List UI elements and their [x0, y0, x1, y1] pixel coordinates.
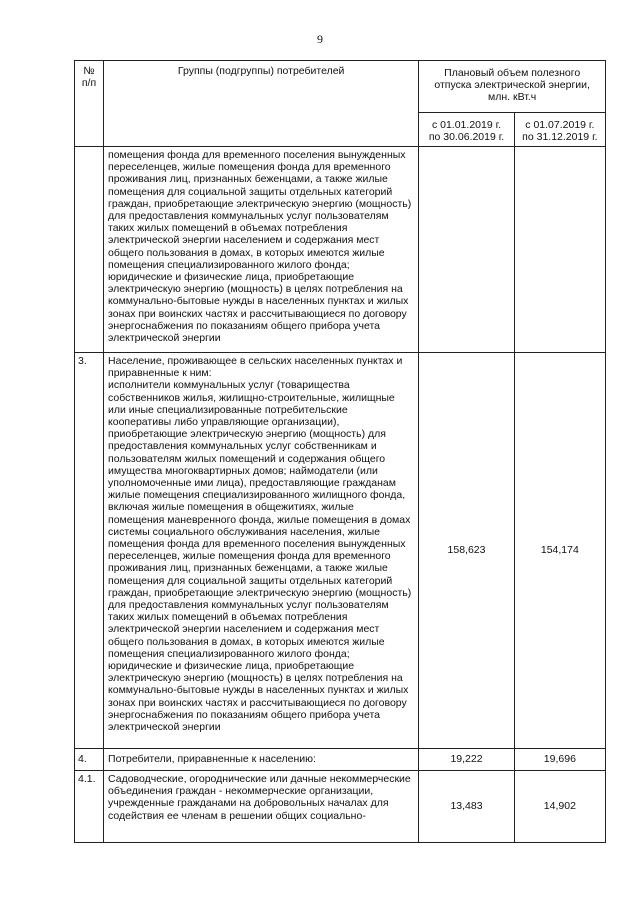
text-line: № [83, 65, 95, 77]
consumption-table [74, 60, 606, 843]
page-number: 9 [317, 32, 323, 46]
header-period-1-text [423, 119, 509, 143]
header-period-1 [419, 113, 514, 147]
text-line: зонах при воинских частях и рассчитывающиеся по договору [108, 307, 407, 320]
text-line: Группы (подгруппы) потребителей [177, 65, 345, 77]
row-number [75, 147, 104, 353]
text-line: юридические и физические лица, приобретающие [108, 660, 355, 673]
row-value-period-1: 158,623 [419, 353, 514, 749]
text-line: проживания лиц, признанных беженцами, а также жилые [108, 562, 388, 575]
text-line: с 01.01.2019 г. [431, 119, 502, 131]
text-line: жилые помещения специализированного жилищного фонда, [108, 489, 406, 502]
text-line: граждан, приобретающие электрическую энергию (мощность) [108, 586, 412, 599]
row-value-period-1 [419, 147, 514, 353]
text-line: уполномоченные ими лица), предоставляющие гражданам [108, 477, 396, 490]
row-value-period-2: 154,174 [514, 353, 605, 749]
text-line: зонах при воинских частях и рассчитывающиеся по договору [108, 696, 407, 709]
text-line: помещения маневренного фонда, жилые помещения в домах [108, 513, 411, 526]
text-line: помещения специализированного жилого фонда; [108, 258, 350, 271]
table-row [75, 353, 606, 749]
row-number: 4.1. [75, 771, 104, 843]
header-group-text [108, 65, 414, 77]
header-group [104, 61, 419, 147]
text-line: для предоставления коммунальных услуг пользователям [108, 210, 389, 223]
row-number: 4. [75, 749, 104, 771]
text-line: помещения специализированного жилого фонда; [108, 647, 350, 660]
row-value-period-1: 13,483 [419, 771, 514, 843]
text-line: коммунально-бытовые нужды в населенных пунктах и жилых [108, 684, 409, 697]
text-line: таких жилых помещений в объемах потребления [108, 611, 348, 624]
row-group-name [104, 749, 419, 771]
text-line: электрическую энергию (мощность) в целях потребления на [108, 672, 403, 685]
text-line: пользователям жилых помещений и содержания общего [108, 452, 386, 465]
header-volume [419, 61, 606, 113]
text-line: электрической энергии [108, 332, 221, 345]
text-line: приобретающие электрическую энергию (мощность) для [108, 428, 386, 441]
text-line: Садоводческие, огороднические или дачные некоммерческие [108, 773, 411, 785]
text-line: энергоснабжения по показаниям общего прибора учета [108, 708, 381, 721]
text-line: имущества многоквартирных домов; наймодатели (или [108, 464, 378, 477]
table-row [75, 771, 606, 843]
row-value-period-1: 19,222 [419, 749, 514, 771]
text-line: электрической энергии населением и содержания мест [108, 623, 380, 636]
text-line: общего пользования в домах, в которых имеются жилые [108, 246, 385, 259]
text-line: электрической энергии [108, 721, 221, 734]
text-line: предоставления коммунальных услуг собственникам и [108, 440, 377, 453]
row-value-period-2: 19,696 [514, 749, 605, 771]
text-line: помещения для социальной защиты отдельных категорий [108, 574, 393, 587]
row-number: 3. [75, 353, 104, 749]
text-line: собственников жилья, жилищно-строительные, жилищные [108, 391, 395, 404]
header-period-2-text [519, 119, 601, 143]
text-line: коммунально-бытовые нужды в населенных пунктах и жилых [108, 295, 409, 308]
text-line: исполнители коммунальных услуг (товарищества [108, 379, 350, 392]
text-line: для предоставления коммунальных услуг пользователям [108, 599, 389, 612]
text-line: электрической энергии населением и содержания мест [108, 234, 380, 247]
table-row [75, 749, 606, 771]
text-line: таких жилых помещений в объемах потребления [108, 222, 348, 235]
text-line: кооперативы либо управляющие организации), [108, 416, 340, 429]
text-line: или иные специализированные потребительские [108, 403, 348, 416]
text-line: приравненные к ним: [108, 367, 212, 380]
text-line: отпуска электрической энергии, [434, 79, 590, 92]
text-line: Население, проживающее в сельских населенных пунктах и [108, 355, 403, 367]
text-line: по 30.06.2019 г. [428, 131, 505, 144]
row-group-name [104, 353, 419, 749]
text-line: электрическую энергию (мощность) в целях потребления на [108, 283, 403, 296]
text-line: п/п [81, 77, 97, 90]
header-volume-text [423, 67, 601, 104]
text-line: проживания лиц, признанных беженцами, а также жилые [108, 173, 388, 186]
text-line: учрежденные гражданами на добровольных началах для [108, 797, 389, 810]
text-line: переселенцев, жилые помещения фонда для временного [108, 161, 391, 174]
table-header-row [75, 61, 606, 113]
row-value-period-2: 14,902 [514, 771, 605, 843]
table-row [75, 147, 606, 353]
text-line: объединения граждан - некоммерческие организации, [108, 785, 374, 798]
text-line: системы социального обслуживания населения, жилые [108, 525, 380, 538]
row-value-period-2 [514, 147, 605, 353]
header-period-2 [514, 113, 605, 147]
text-line: общего пользования в домах, в которых имеются жилые [108, 635, 385, 648]
text-line: помещения фонда для временного поселения вынужденных [108, 149, 406, 161]
text-line: млн. кВт.ч [488, 91, 537, 104]
text-line: энергоснабжения по показаниям общего прибора учета [108, 319, 381, 332]
text-line: граждан, приобретающие электрическую энергию (мощность) [108, 197, 412, 210]
text-line: помещения для социальной защиты отдельных категорий [108, 185, 393, 198]
header-number [75, 61, 104, 147]
text-line: юридические и физические лица, приобретающие [108, 271, 355, 284]
header-number-text [79, 65, 99, 89]
text-line: помещения фонда для временного поселения вынужденных [108, 538, 406, 551]
text-line: с 01.07.2019 г. [525, 119, 595, 131]
row-group-name [104, 771, 419, 843]
text-line: по 31.12.2019 г. [522, 131, 598, 144]
row-group-name [104, 147, 419, 353]
text-line: Плановый объем полезного [444, 67, 581, 79]
text-line: включая жилые помещения в общежитиях, жилые [108, 501, 354, 514]
text-line: Потребители, приравненные к населению: [108, 753, 316, 766]
text-line: переселенцев, жилые помещения фонда для временного [108, 550, 391, 563]
text-line: содействия ее членам в решении общих социально- [108, 809, 366, 822]
